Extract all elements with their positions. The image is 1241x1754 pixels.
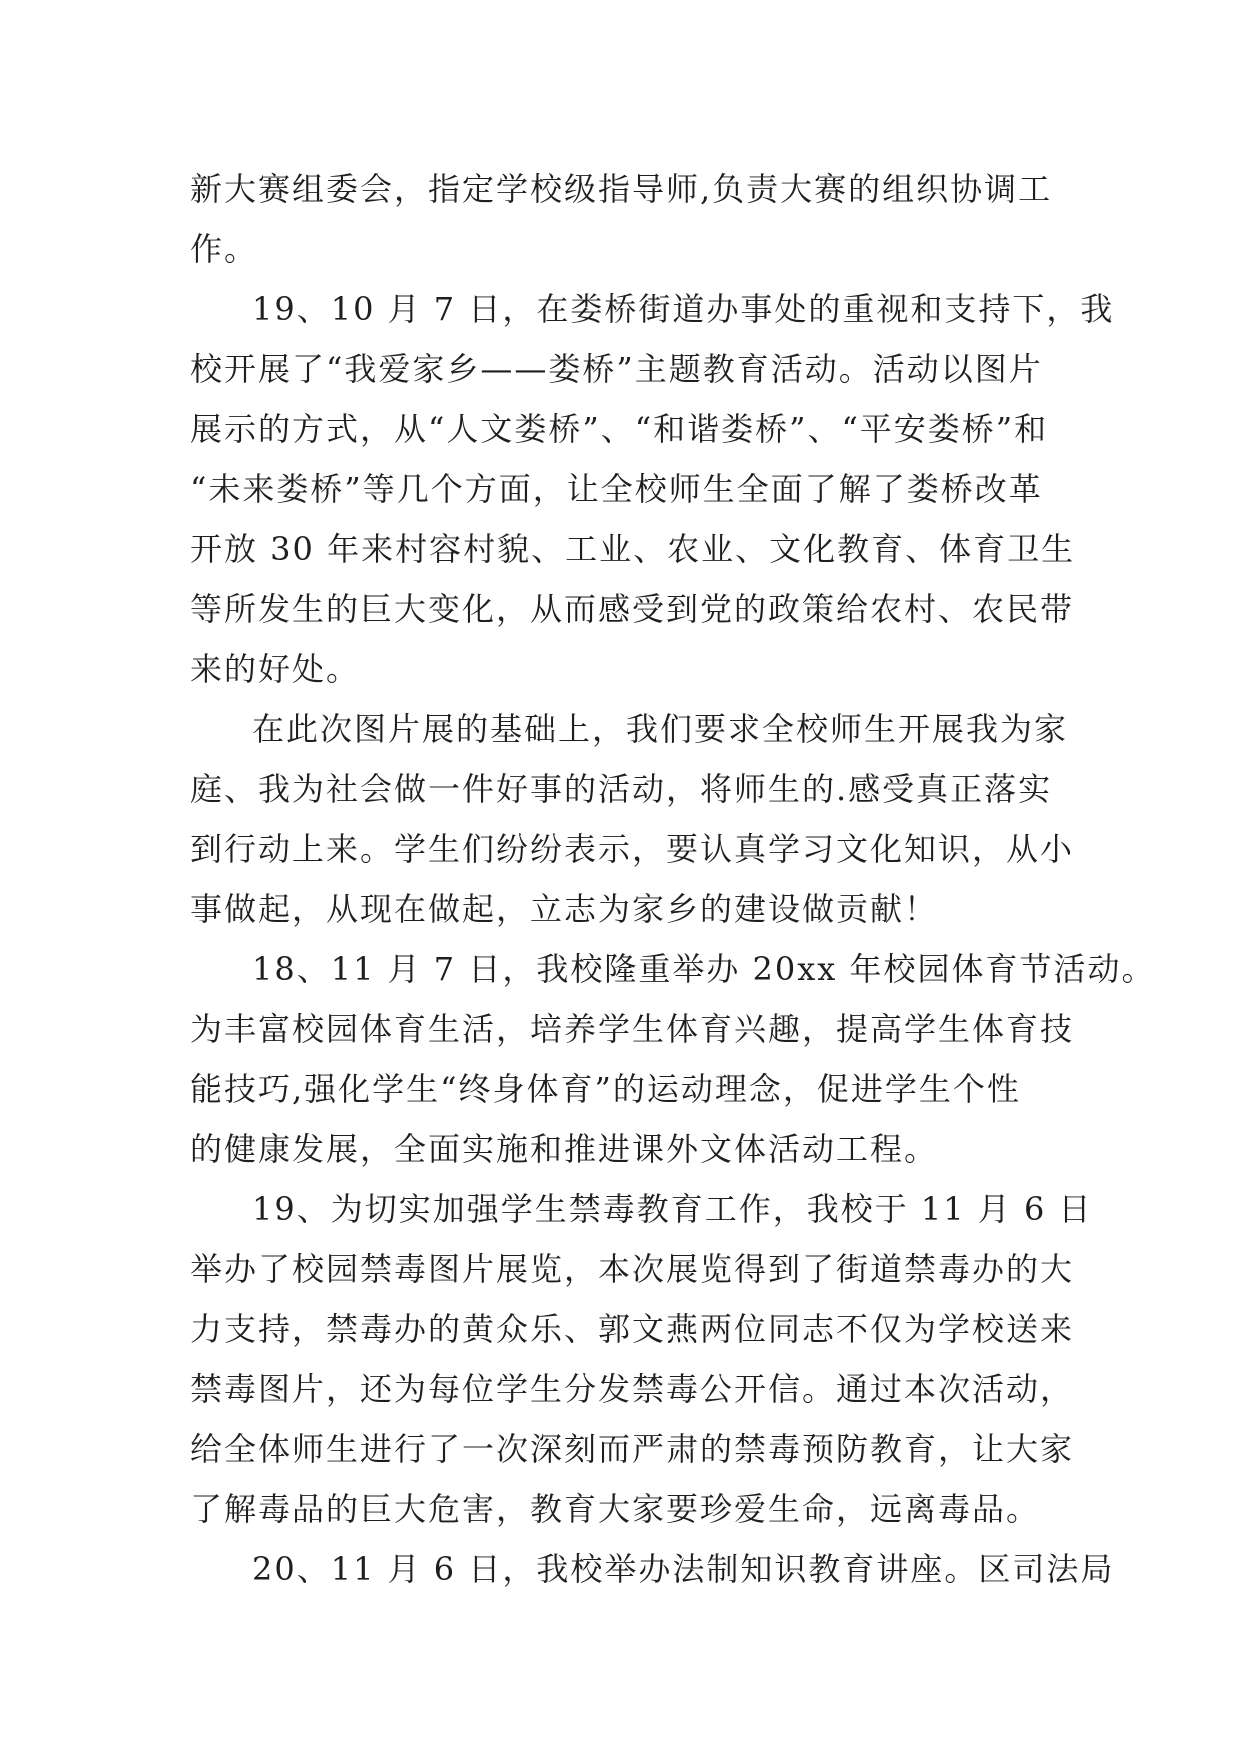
text-line: 庭、我为社会做一件好事的活动，将师生的.感受真正落实: [190, 770, 1053, 808]
text-line: 开放 30 年来村容村貌、工业、农业、文化教育、体育卫生: [190, 530, 1076, 568]
text-line: 的健康发展，全面实施和推进课外文体活动工程。: [190, 1130, 939, 1168]
text-line: 作。: [190, 230, 259, 268]
text-line: 力支持，禁毒办的黄众乐、郭文燕两位同志不仅为学校送来: [190, 1310, 1075, 1348]
document-body: [190, 159, 1156, 1599]
text-line: 举办了校园禁毒图片展览，本次展览得到了街道禁毒办的大: [190, 1250, 1075, 1288]
text-line: 18、11 月 7 日，我校隆重举办 20xx 年校园体育节活动。: [252, 950, 1156, 988]
text-line: 校开展了“我爱家乡——娄桥”主题教育活动。活动以图片: [190, 350, 1043, 388]
text-line: 来的好处。: [190, 650, 361, 688]
text-line: 禁毒图片，还为每位学生分发禁毒公开信。通过本次活动，: [190, 1370, 1075, 1408]
text-line: 20、11 月 6 日，我校举办法制知识教育讲座。区司法局: [252, 1550, 1115, 1588]
text-line: 了解毒品的巨大危害，教育大家要珍爱生命，远离毒品。: [190, 1490, 1041, 1528]
text-line: 新大赛组委会，指定学校级指导师,负责大赛的组织协调工: [190, 170, 1053, 208]
text-line: 给全体师生进行了一次深刻而严肃的禁毒预防教育，让大家: [190, 1430, 1075, 1468]
paragraph: [190, 279, 1115, 699]
paragraph: [190, 939, 1156, 1179]
paragraph: [190, 1539, 1115, 1599]
text-line: 展示的方式，从“人文娄桥”、“和谐娄桥”、“平安娄桥”和: [190, 410, 1049, 448]
text-line: 能技巧,强化学生“终身体育”的运动理念，促进学生个性: [190, 1070, 1021, 1108]
paragraph: [190, 1179, 1093, 1539]
text-line: 19、为切实加强学生禁毒教育工作，我校于 11 月 6 日: [252, 1190, 1093, 1228]
text-line: 在此次图片展的基础上，我们要求全校师生开展我为家: [252, 710, 1069, 748]
text-line: 事做起，从现在做起，立志为家乡的建设做贡献！: [190, 890, 939, 928]
text-line: 等所发生的巨大变化，从而感受到党的政策给农村、农民带: [190, 590, 1075, 628]
text-line: 19、10 月 7 日，在娄桥街道办事处的重视和支持下，我: [252, 290, 1115, 328]
text-line: “未来娄桥”等几个方面，让全校师生全面了解了娄桥改革: [190, 470, 1043, 508]
text-line: 为丰富校园体育生活，培养学生体育兴趣，提高学生体育技: [190, 1010, 1075, 1048]
paragraph: [190, 699, 1075, 939]
text-line: 到行动上来。学生们纷纷表示，要认真学习文化知识，从小: [190, 830, 1075, 868]
paragraph: [190, 159, 1070, 279]
